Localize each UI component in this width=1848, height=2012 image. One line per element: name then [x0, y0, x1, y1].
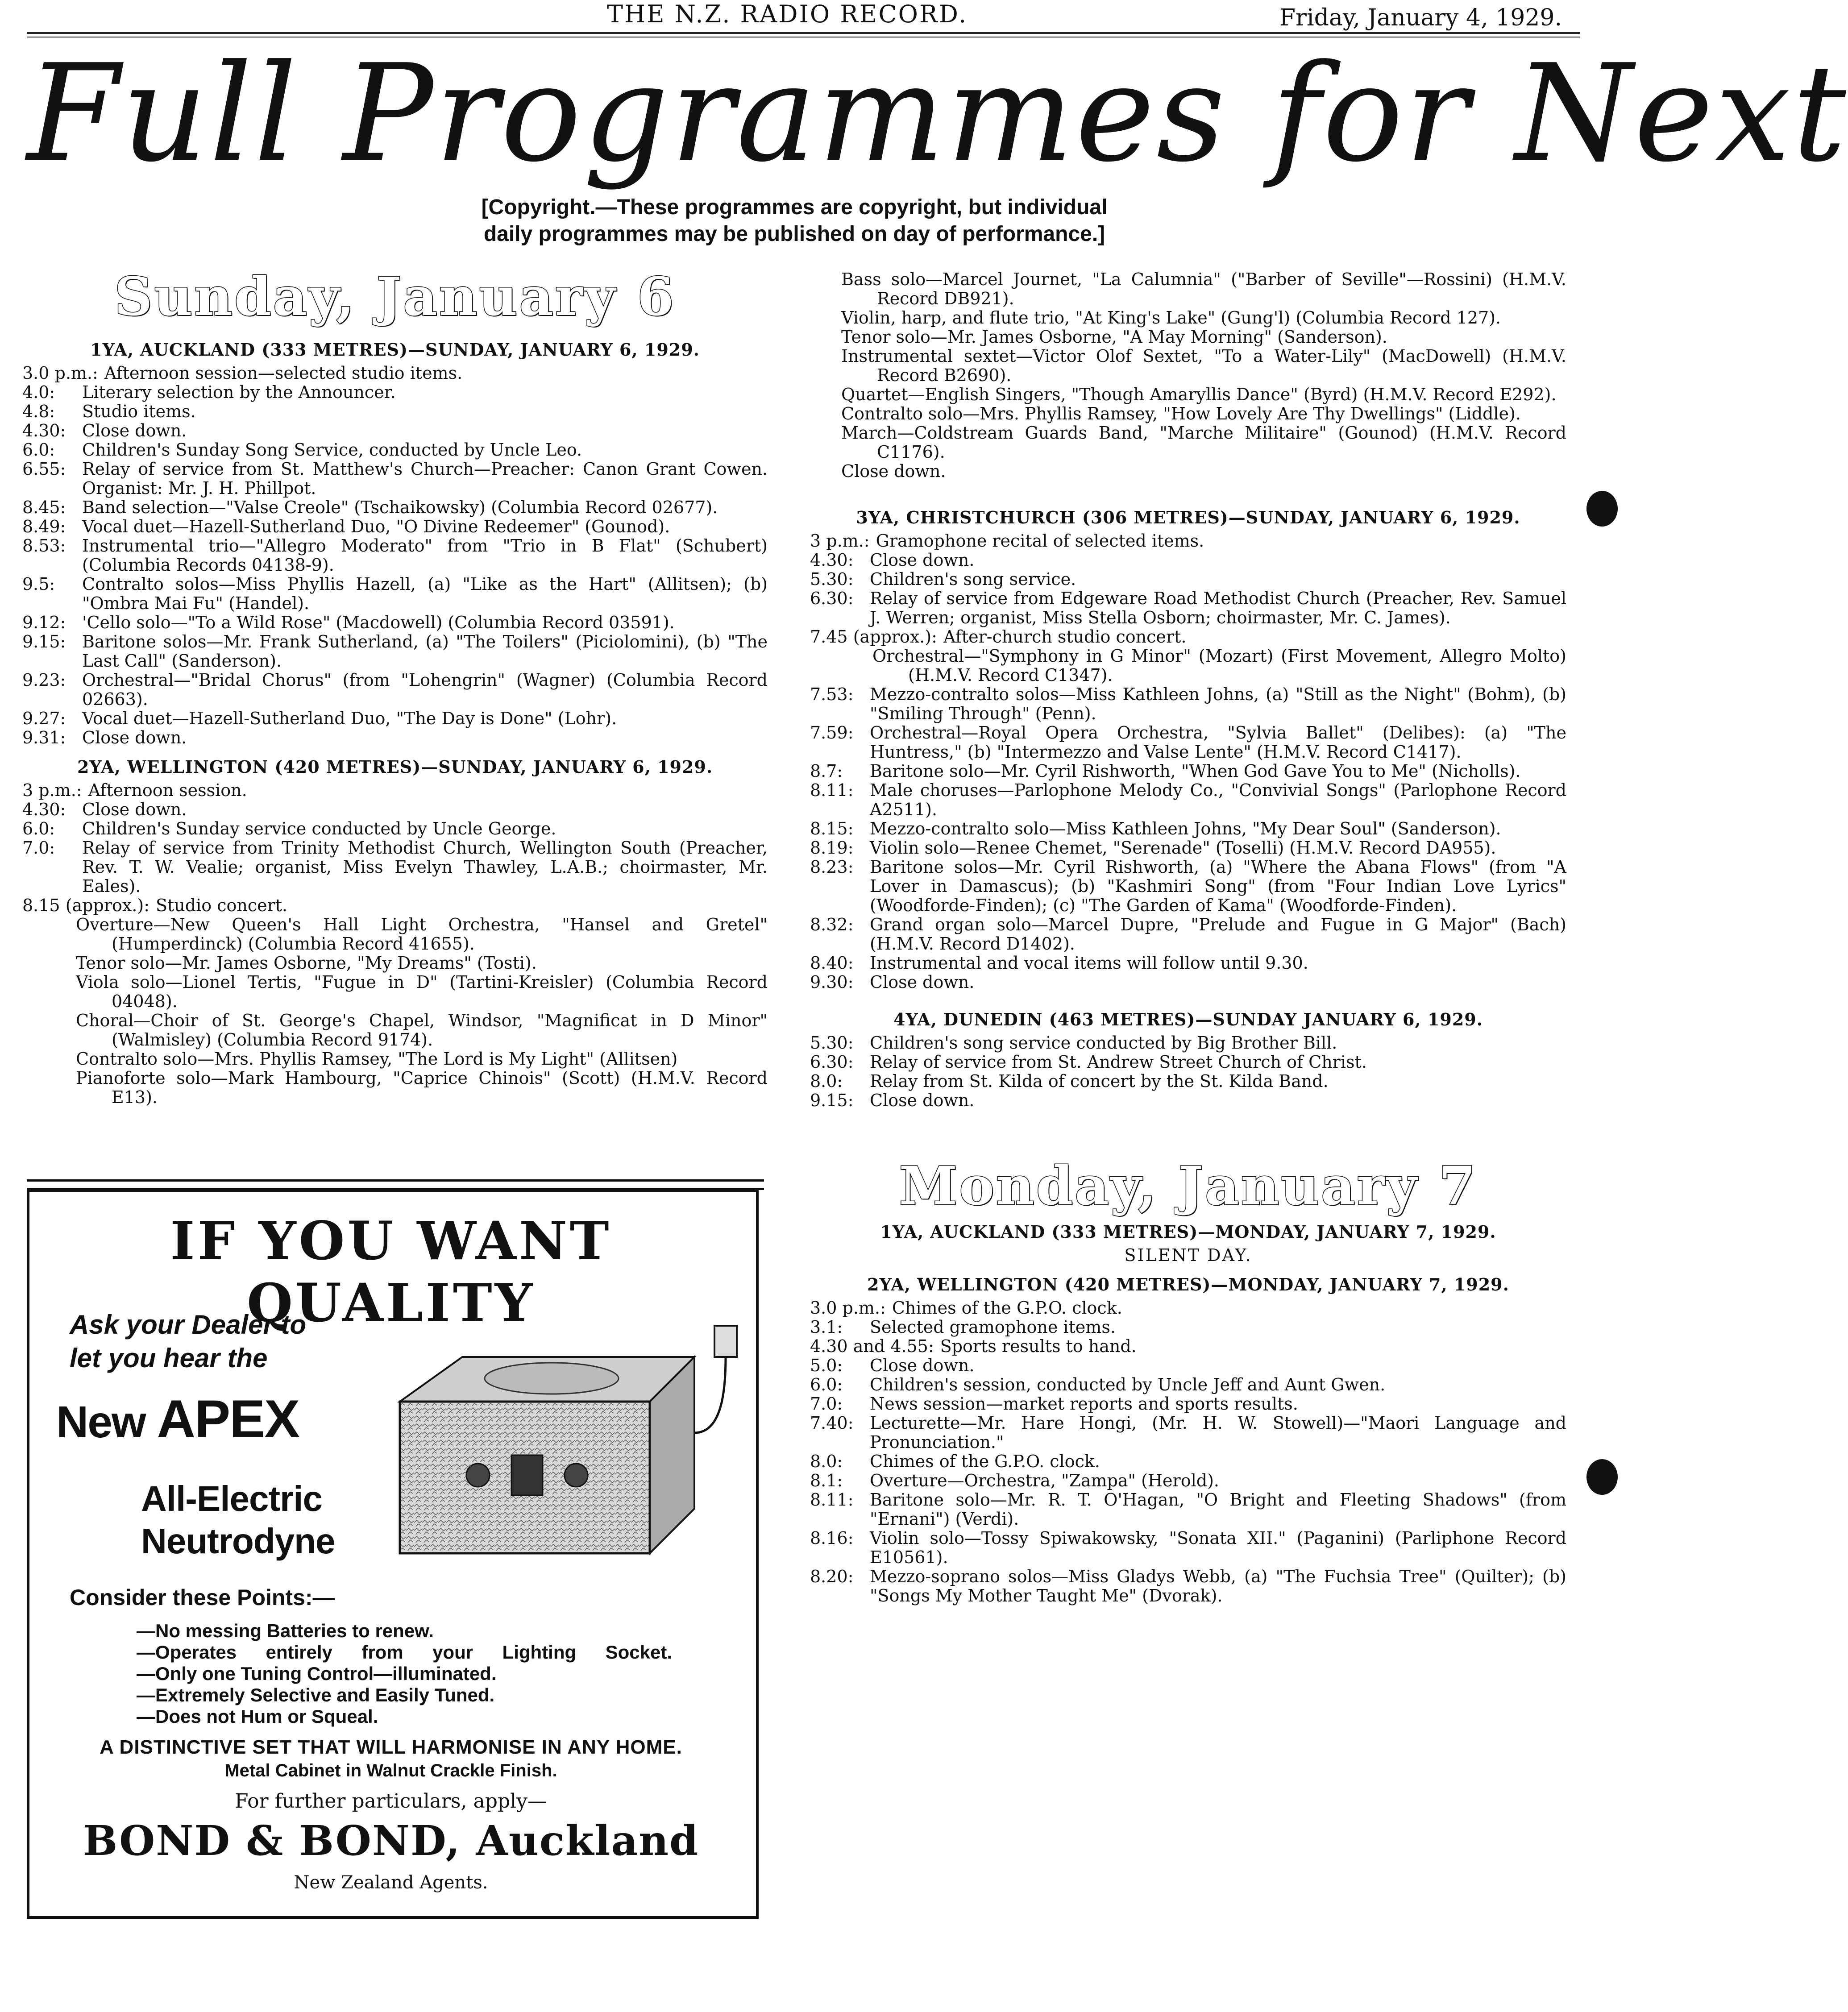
programme-description: Chimes of the G.P.O. clock.	[870, 1452, 1100, 1471]
programme-item	[810, 685, 1566, 723]
ad-point: —Extremely Selective and Easily Tuned.	[137, 1684, 495, 1705]
programme-time: 8.40:	[810, 953, 854, 973]
programme-item	[810, 1414, 1566, 1452]
concert-item: Pianoforte solo—Mark Hambourg, "Caprice Chinois" (Scott) (H.M.V. Record E13).	[76, 1068, 768, 1107]
programme-item	[810, 723, 1566, 762]
programme-description: Male choruses—Parlophone Melody Co., "Convivial Songs" (Parlophone Record A2511).	[870, 780, 1566, 819]
programme-time: 4.30:	[22, 421, 66, 440]
copyright-notice	[437, 194, 1151, 248]
programme-description: Close down.	[82, 421, 187, 440]
programme-description: Studio concert.	[156, 896, 288, 915]
programme-description: Close down.	[870, 550, 975, 570]
programme-time: 9.12:	[22, 613, 66, 632]
programme-description: Lecturette—Mr. Hare Hongi, (Mr. H. W. Stowell)—"Maori Language and Pronunciation."	[870, 1413, 1566, 1452]
programme-description: Violin solo—Tossy Spiwakowsky, "Sonata XII." (Paganini) (Parliphone Record E10561).	[870, 1528, 1566, 1567]
right-column	[810, 270, 1566, 1605]
programme-item	[810, 1452, 1566, 1471]
programme-item	[810, 589, 1566, 627]
programme-item	[810, 551, 1566, 570]
page-title: Full Programmes for Next	[27, 36, 1848, 191]
programme-time: 8.32:	[810, 915, 854, 934]
ad-tagline: A DISTINCTIVE SET THAT WILL HARMONISE IN ANY HOME.	[100, 1736, 682, 1758]
programme-description: Violin solo—Renee Chemet, "Serenade" (Toselli) (H.M.V. Record DA955).	[870, 838, 1496, 858]
ad-point: —Does not Hum or Squeal.	[137, 1706, 378, 1727]
sunday-heading: Sunday, January 6	[114, 266, 676, 328]
ad-ask-line-1: Ask your Dealer to	[70, 1310, 307, 1340]
programme-time: 8.23:	[810, 857, 854, 877]
programme-item	[22, 383, 768, 402]
programme-description: Close down.	[870, 1356, 975, 1375]
programme-item	[810, 954, 1566, 973]
programme-item	[810, 1298, 1566, 1318]
station-2ya-sunday-list	[22, 781, 768, 915]
programme-description: Baritone solo—Mr. Cyril Rishworth, "When God Gave You to Me" (Nicholls).	[870, 761, 1521, 781]
ad-ask-line-2: let you hear the	[70, 1343, 268, 1373]
programme-item	[22, 800, 768, 819]
programme-item	[22, 460, 768, 498]
ad-top-border	[27, 1179, 764, 1190]
programme-time: 5.30:	[810, 1033, 854, 1053]
station-3ya-orchestral-item: Orchestral—"Symphony in G Minor" (Mozart) (First Movement, Allegro Molto) (H.M.V. Record C1347).	[872, 646, 1566, 685]
programme-time: 8.53:	[22, 536, 66, 556]
programme-item	[810, 915, 1566, 954]
programme-item	[22, 402, 768, 421]
programme-time: 4.30:	[810, 550, 854, 570]
programme-description: Instrumental trio—"Allegro Moderato" from "Trio in B Flat" (Schubert) (Columbia Records 04138-9).	[82, 536, 768, 575]
station-1ya-sunday-list	[22, 364, 768, 747]
concert-item: March—Coldstream Guards Band, "Marche Militaire" (Gounod) (H.M.V. Record C1176).	[841, 423, 1566, 462]
station-4ya-sunday-header: 4YA, DUNEDIN (463 METRES)—SUNDAY JANUARY 6, 1929.	[893, 1009, 1483, 1029]
ad-headline: IF YOU WANT QUALITY	[170, 1210, 612, 1334]
concert-item: Tenor solo—Mr. James Osborne, "A May Morning" (Sanderson).	[841, 327, 1387, 347]
programme-time: 8.16:	[810, 1528, 854, 1548]
programme-description: Overture—Orchestra, "Zampa" (Herold).	[870, 1471, 1219, 1490]
programme-description: Relay of service from St. Matthew's Church—Preacher: Canon Grant Cowen. Organist: Mr. J. H. Phillpot.	[82, 459, 768, 498]
programme-description: Children's Sunday service conducted by Uncle George.	[82, 819, 556, 838]
programme-item	[810, 1337, 1566, 1356]
programme-time: 7.53:	[810, 684, 854, 704]
programme-time: 3.1:	[810, 1317, 843, 1337]
copyright-line-1: [Copyright.—These programmes are copyright, but individual	[481, 195, 1108, 219]
programme-time: 4.0:	[22, 382, 55, 402]
programme-description: Mezzo-soprano solos—Miss Gladys Webb, (a) "The Fuchsia Tree" (Quilter); (b) "Songs My Mother Taught Me" (Dvorak).	[870, 1567, 1566, 1605]
concert-item: Overture—New Queen's Hall Light Orchestra, "Hansel and Gretel" (Humperdinck) (Columbia Record 41655).	[76, 915, 768, 954]
ad-model-line-2: Neutrodyne	[141, 1521, 335, 1561]
programme-description: Sports results to hand.	[940, 1336, 1137, 1356]
programme-time: 4.8:	[22, 402, 55, 421]
programme-item	[810, 531, 1566, 551]
programme-item	[22, 728, 768, 747]
programme-time: 3.0 p.m.:	[810, 1298, 886, 1318]
programme-description: Gramophone recital of selected items.	[876, 531, 1204, 551]
monday-heading: Monday, January 7	[899, 1155, 1478, 1217]
concert-item: Close down.	[841, 461, 946, 481]
concert-item: Viola solo—Lionel Tertis, "Fugue in D" (Tartini-Kreisler) (Columbia Record 04048).	[76, 972, 768, 1011]
ad-ask-dealer	[70, 1308, 382, 1375]
programme-item	[810, 1091, 1566, 1110]
programme-description: Baritone solos—Mr. Cyril Rishworth, (a) "Where the Abana Flows" (from "A Lover in Damascus); (b) "Kashmiri Song" (from "Four Indian Love Lyrics" (Woodforde-Finden); (c) "The Garden of Kama" (Woodforde-Finden).	[870, 857, 1566, 915]
programme-item	[22, 536, 768, 575]
ad-brand	[56, 1388, 299, 1450]
concert-item: Contralto solo—Mrs. Phyllis Ramsey, "How Lovely Are Thy Dwellings" (Liddle).	[841, 404, 1521, 423]
programme-time: 9.31:	[22, 728, 66, 747]
programme-description: Literary selection by the Announcer.	[82, 382, 396, 402]
programme-item	[810, 973, 1566, 992]
programme-description: Close down.	[870, 1091, 975, 1110]
programme-time: 8.0:	[810, 1452, 843, 1471]
programme-item	[810, 1072, 1566, 1091]
programme-description: Contralto solos—Miss Phyllis Hazell, (a) "Like as the Hart" (Allitsen); (b) "Ombra Mai Fu" (Handel).	[82, 574, 768, 613]
concert-item: Choral—Choir of St. George's Chapel, Windsor, "Magnificat in D Minor" (Walmisley) (Columbia Record 9174).	[76, 1011, 768, 1050]
binding-hole-top	[1586, 491, 1618, 527]
programme-time: 7.40:	[810, 1413, 854, 1433]
ad-points-heading: Consider these Points:—	[70, 1585, 335, 1610]
station-3ya-sunday-list-continued	[810, 685, 1566, 992]
programme-item	[810, 1567, 1566, 1605]
apex-radio-advertisement	[27, 1189, 759, 1919]
programme-description: Relay of service from Edgeware Road Methodist Church (Preacher, Rev. Samuel J. Werren; organist, Miss Stella Osborn; choirmaster, Mr. C. James).	[870, 589, 1566, 627]
programme-description: Orchestral—"Bridal Chorus" (from "Lohengrin" (Wagner) (Columbia Record 02663).	[82, 670, 768, 709]
programme-item	[810, 1375, 1566, 1394]
programme-item	[22, 819, 768, 838]
programme-item	[810, 1053, 1566, 1072]
concert-item: Tenor solo—Mr. James Osborne, "My Dreams" (Tosti).	[76, 953, 537, 973]
programme-time: 7.45 (approx.):	[810, 627, 937, 647]
programme-time: 5.0:	[810, 1356, 843, 1375]
programme-description: Studio items.	[82, 402, 196, 421]
programme-time: 5.30:	[810, 569, 854, 589]
programme-item	[22, 896, 768, 915]
ad-point: —Only one Tuning Control—illuminated.	[137, 1663, 497, 1684]
programme-item	[810, 1471, 1566, 1490]
ad-model-line-1: All-Electric	[141, 1479, 322, 1518]
programme-time: 9.27:	[22, 709, 66, 728]
programme-time: 8.15:	[810, 819, 854, 838]
programme-time: 8.1:	[810, 1471, 843, 1490]
programme-time: 8.11:	[810, 780, 854, 800]
ad-agents: New Zealand Agents.	[294, 1872, 488, 1893]
programme-description: Children's song service conducted by Big Brother Bill.	[870, 1033, 1337, 1053]
programme-description: Instrumental and vocal items will follow until 9.30.	[870, 953, 1308, 973]
programme-description: Afternoon session—selected studio items.	[104, 363, 463, 383]
programme-description: Grand organ solo—Marcel Dupre, "Prelude and Fugue in G Major" (Bach) (H.M.V. Record D1402).	[870, 915, 1566, 954]
programme-item	[22, 517, 768, 536]
programme-item	[22, 781, 768, 800]
programme-description: Baritone solos—Mr. Frank Sutherland, (a) "The Toilers" (Piciolomini), (b) "The Last Call" (Sanderson).	[82, 632, 768, 671]
programme-item	[810, 819, 1566, 838]
programme-description: News session—market reports and sports results.	[870, 1394, 1298, 1414]
binding-hole-bottom	[1586, 1459, 1618, 1495]
programme-description: Relay of service from Trinity Methodist Church, Wellington South (Preacher, Rev. T. W. Vealie; organist, Miss Evelyn Thawley, L.A.B.; choirmaster, Mr. Eales).	[82, 838, 768, 896]
masthead-rule	[27, 32, 1580, 34]
programme-item	[810, 1394, 1566, 1414]
station-2ya-concert-items-continued	[810, 270, 1566, 481]
concert-item: Instrumental sextet—Victor Olof Sextet, "To a Water-Lily" (MacDowell) (H.M.V. Record B2690).	[841, 346, 1566, 385]
ad-point: —No messing Batteries to renew.	[137, 1620, 434, 1641]
concert-item: Contralto solo—Mrs. Phyllis Ramsey, "The Lord is My Light" (Allitsen)	[76, 1049, 678, 1069]
programme-description: Orchestral—Royal Opera Orchestra, "Sylvia Ballet" (Delibes): (a) "The Huntress," (b) "Intermezzo and Valse Lente" (H.M.V. Record C1417).	[870, 723, 1566, 762]
programme-item	[22, 709, 768, 728]
programme-time: 9.23:	[22, 670, 66, 690]
ad-dealer-name: BOND & BOND, Auckland	[83, 1817, 699, 1865]
programme-item	[810, 627, 1566, 647]
radio-cabinet-illustration	[382, 1326, 748, 1576]
copyright-line-2: daily programmes may be published on day of performance.]	[483, 222, 1105, 246]
station-4ya-sunday-list	[810, 1033, 1566, 1110]
programme-time: 8.45:	[22, 498, 66, 517]
programme-item	[22, 498, 768, 517]
concert-item: Violin, harp, and flute trio, "At King's Lake" (Gung'l) (Columbia Record 127).	[841, 308, 1501, 328]
programme-item	[810, 762, 1566, 781]
station-1ya-sunday-header: 1YA, AUCKLAND (333 METRES)—SUNDAY, JANUARY 6, 1929.	[90, 340, 700, 360]
programme-description: Relay from St. Kilda of concert by the St. Kilda Band.	[870, 1071, 1329, 1091]
ad-points-list	[137, 1620, 672, 1727]
programme-time: 9.15:	[810, 1091, 854, 1110]
programme-time: 8.11:	[810, 1490, 854, 1510]
programme-item	[810, 1490, 1566, 1529]
concert-item: Quartet—English Singers, "Though Amaryllis Dance" (Byrd) (H.M.V. Record E292).	[841, 385, 1557, 404]
publication-name: THE N.Z. RADIO RECORD.	[607, 0, 968, 28]
concert-item: Bass solo—Marcel Journet, "La Calumnia" ("Barber of Seville"—Rossini) (H.M.V. Record DB921).	[841, 270, 1566, 308]
programme-item	[22, 671, 768, 709]
programme-time: 8.15 (approx.):	[22, 896, 150, 915]
programme-time: 6.0:	[22, 440, 55, 460]
programme-item	[810, 1529, 1566, 1567]
programme-description: Chimes of the G.P.O. clock.	[892, 1298, 1122, 1318]
ad-point: —Operates entirely from your Lighting Socket.	[137, 1642, 672, 1663]
programme-description: Relay of service from St. Andrew Street Church of Christ.	[870, 1052, 1367, 1072]
programme-description: Afternoon session.	[88, 780, 247, 800]
programme-time: 3.0 p.m.:	[22, 363, 98, 383]
programme-description: Close down.	[82, 800, 187, 819]
ad-further-particulars: For further particulars, apply—	[235, 1790, 547, 1813]
programme-time: 6.30:	[810, 589, 854, 608]
programme-description: Close down.	[870, 972, 975, 992]
programme-time: 7.0:	[22, 838, 55, 858]
programme-description: 'Cello solo—"To a Wild Rose" (Macdowell) (Columbia Record 03591).	[82, 613, 675, 632]
programme-item	[22, 364, 768, 383]
programme-item	[810, 1033, 1566, 1053]
programme-time: 8.0:	[810, 1071, 843, 1091]
programme-description: Vocal duet—Hazell-Sutherland Duo, "O Divine Redeemer" (Gounod).	[82, 517, 670, 536]
station-2ya-monday-header: 2YA, WELLINGTON (420 METRES)—MONDAY, JANUARY 7, 1929.	[867, 1274, 1509, 1294]
programme-description: Mezzo-contralto solos—Miss Kathleen Johns, (a) "Still as the Night" (Bohm), (b) "Smiling Through" (Penn).	[870, 684, 1566, 723]
programme-description: Baritone solo—Mr. R. T. O'Hagan, "O Bright and Fleeting Shadows" (from "Ernani") (Verdi).	[870, 1490, 1566, 1529]
programme-time: 9.15:	[22, 632, 66, 651]
programme-time: 9.5:	[22, 574, 55, 594]
programme-time: 3 p.m.:	[810, 531, 870, 551]
programme-item	[22, 421, 768, 440]
programme-description: Band selection—"Valse Creole" (Tschaikowsky) (Columbia Record 02677).	[82, 498, 718, 517]
programme-time: 9.30:	[810, 972, 854, 992]
programme-item	[22, 632, 768, 671]
station-2ya-concert-items	[22, 915, 768, 1107]
left-column	[22, 263, 768, 1107]
programme-description: Children's session, conducted by Uncle Jeff and Aunt Gwen.	[870, 1375, 1386, 1394]
station-2ya-monday-list	[810, 1298, 1566, 1605]
programme-time: 6.30:	[810, 1052, 854, 1072]
programme-description: After-church studio concert.	[943, 627, 1187, 647]
programme-description: Selected gramophone items.	[870, 1317, 1116, 1337]
programme-time: 8.49:	[22, 517, 66, 536]
programme-description: Children's Sunday Song Service, conducted by Uncle Leo.	[82, 440, 582, 460]
programme-time: 7.59:	[810, 723, 854, 743]
programme-time: 8.7:	[810, 761, 843, 781]
programme-item	[810, 1356, 1566, 1375]
programme-item	[22, 838, 768, 896]
programme-item	[810, 838, 1566, 858]
programme-time: 8.19:	[810, 838, 854, 858]
programme-time: 4.30 and 4.55:	[810, 1336, 934, 1356]
ad-finish: Metal Cabinet in Walnut Crackle Finish.	[224, 1761, 557, 1780]
ad-brand-new: New	[56, 1397, 157, 1447]
masthead	[27, 0, 1580, 31]
programme-item	[810, 570, 1566, 589]
programme-description: Close down.	[82, 728, 187, 747]
programme-time: 7.0:	[810, 1394, 843, 1414]
programme-item	[22, 575, 768, 613]
station-3ya-sunday-header: 3YA, CHRISTCHURCH (306 METRES)—SUNDAY, JANUARY 6, 1929.	[856, 507, 1520, 527]
station-2ya-sunday-header: 2YA, WELLINGTON (420 METRES)—SUNDAY, JANUARY 6, 1929.	[77, 757, 713, 777]
programme-time: 3 p.m.:	[22, 780, 82, 800]
programme-description: Vocal duet—Hazell-Sutherland Duo, "The Day is Done" (Lohr).	[82, 709, 617, 728]
programme-time: 8.20:	[810, 1567, 854, 1586]
programme-time: 6.0:	[22, 819, 55, 838]
ad-brand-apex: APEX	[157, 1389, 299, 1449]
issue-date: Friday, January 4, 1929.	[1279, 4, 1562, 31]
station-3ya-sunday-list	[810, 531, 1566, 647]
programme-item	[810, 781, 1566, 819]
station-1ya-monday-header: 1YA, AUCKLAND (333 METRES)—MONDAY, JANUARY 7, 1929.	[880, 1222, 1496, 1242]
programme-item	[22, 440, 768, 460]
silent-day-note: SILENT DAY.	[1124, 1245, 1252, 1265]
ad-model-name	[141, 1477, 335, 1562]
programme-item	[810, 1318, 1566, 1337]
programme-description: Children's song service.	[870, 569, 1076, 589]
programme-time: 4.30:	[22, 800, 66, 819]
programme-time: 6.0:	[810, 1375, 843, 1394]
programme-time: 6.55:	[22, 459, 66, 479]
programme-item	[22, 613, 768, 632]
programme-item	[810, 858, 1566, 915]
programme-description: Mezzo-contralto solo—Miss Kathleen Johns, "My Dear Soul" (Sanderson).	[870, 819, 1501, 838]
